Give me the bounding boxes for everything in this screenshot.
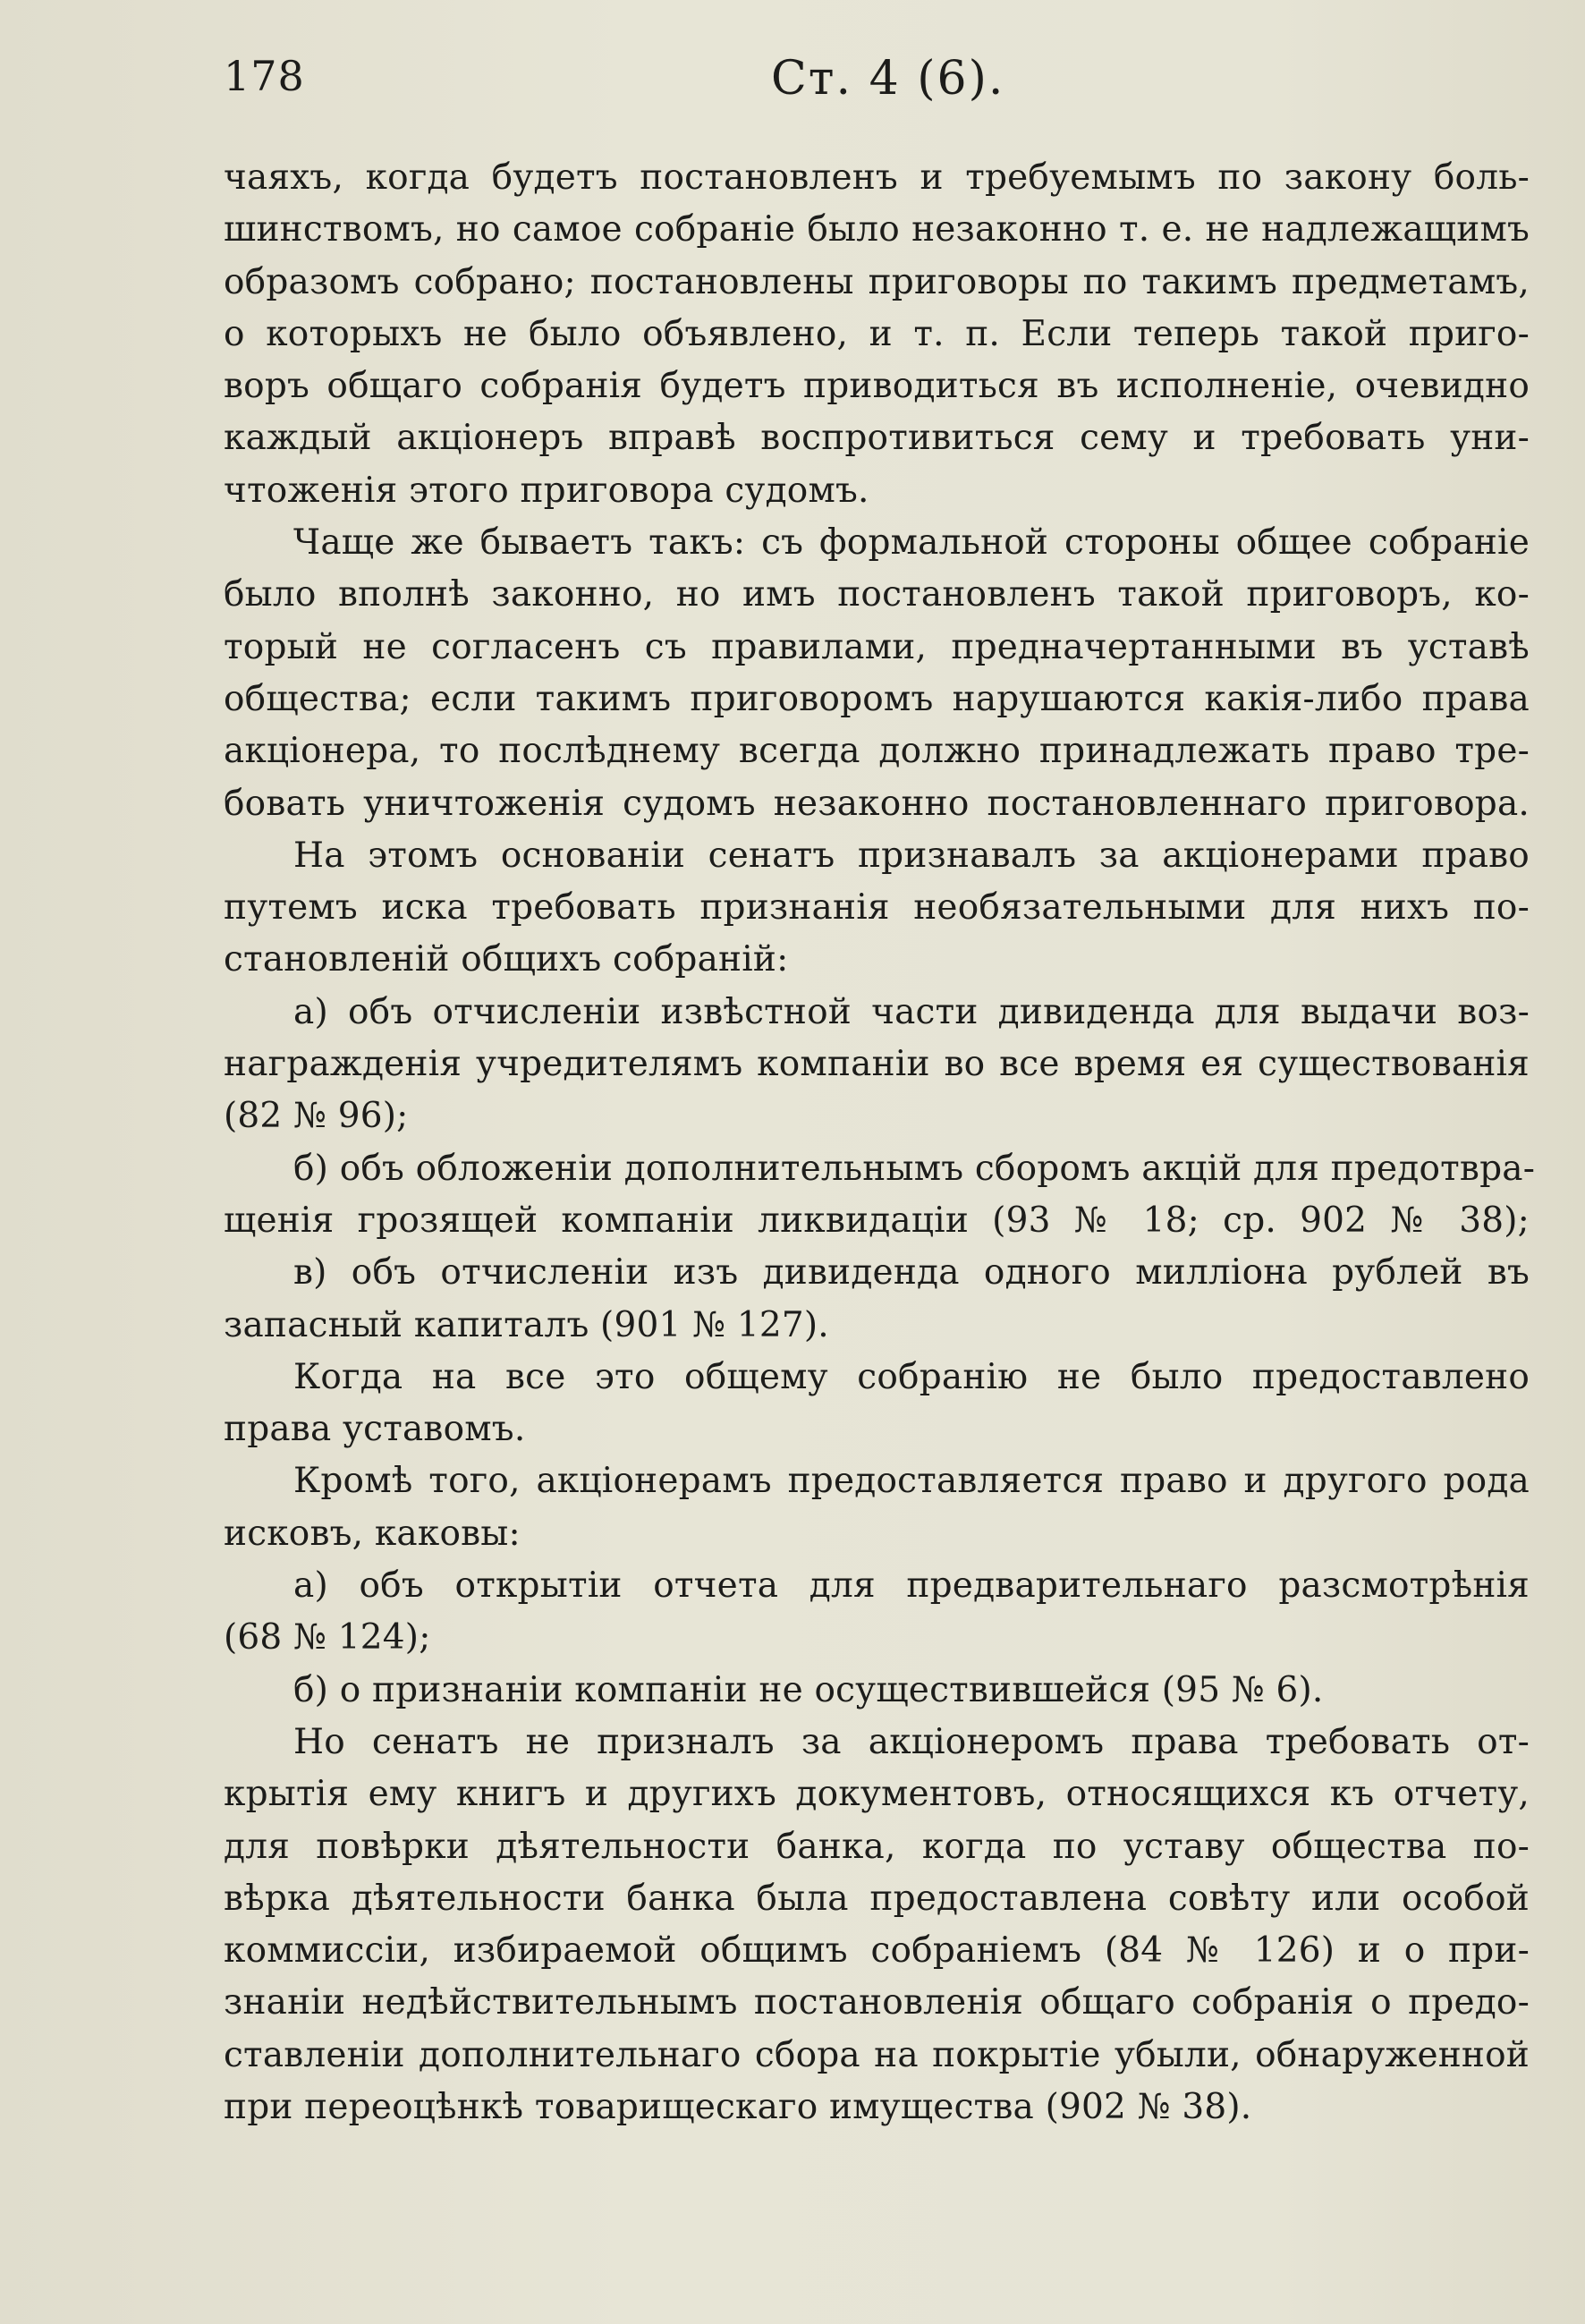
text-line: знаніи недѣйствительнымъ постановленія общаго собранія о предо-	[224, 1982, 1530, 2023]
text-line: чаяхъ, когда будетъ постановленъ и требуемымъ по закону боль-	[224, 157, 1530, 198]
text-line: было вполнѣ законно, но имъ постановленъ такой приговоръ, ко-	[224, 574, 1530, 615]
text-line: Но сенатъ не призналъ за акціонеромъ права требовать от-	[293, 1721, 1530, 1762]
text-line: а) объ отчисленіи извѣстной части дивиденда для выдачи воз-	[293, 991, 1530, 1032]
text-line: На этомъ основаніи сенатъ признавалъ за акціонерами право	[293, 835, 1530, 876]
text-line: в) объ отчисленіи изъ дивиденда одного милліона рублей въ	[293, 1252, 1530, 1293]
body-text	[224, 152, 1536, 2133]
text-line: исковъ, каковы:	[224, 1513, 521, 1554]
text-line: становленій общихъ собраній:	[224, 939, 789, 980]
text-line: торый не согласенъ съ правилами, предначертанными въ уставѣ	[224, 626, 1530, 667]
text-line: шинствомъ, но самое собраніе было незаконно т. е. не надлежащимъ	[224, 209, 1530, 250]
text-line: а) объ открытіи отчета для предварительнаго разсмотрѣнія	[293, 1565, 1530, 1607]
text-line: Когда на все это общему собранію не было предоставлено	[293, 1356, 1530, 1397]
text-line: коммиссіи, избираемой общимъ собраніемъ (84 № 126) и о при-	[224, 1930, 1530, 1972]
text-line: воръ общаго собранія будетъ приводиться въ исполненіе, очевидно	[224, 366, 1530, 407]
text-line: образомъ собрано; постановлены приговоры по такимъ предметамъ,	[224, 261, 1530, 302]
text-line: каждый акціонеръ вправѣ воспротивиться сему и требовать уни-	[224, 418, 1530, 459]
text-line: б) о признаніи компаніи не осуществившейся (95 № 6).	[293, 1669, 1324, 1710]
text-line: (68 № 124);	[224, 1617, 431, 1658]
text-line: бовать уничтоженія судомъ незаконно постановленнаго приговора.	[224, 783, 1530, 824]
page-number: 178	[224, 52, 305, 100]
text-line: права уставомъ.	[224, 1409, 526, 1450]
text-line: путемъ иска требовать признанія необязательными для нихъ по-	[224, 887, 1530, 929]
text-line: чтоженія этого приговора судомъ.	[224, 470, 869, 511]
text-line: общества; если такимъ приговоромъ нарушаются какія-либо права	[224, 678, 1530, 719]
text-line: о которыхъ не было объявлено, и т. п. Если теперь такой приго-	[224, 313, 1530, 354]
text-line: награжденія учредителямъ компаніи во все время ея существованія	[224, 1044, 1530, 1085]
text-line: Чаще же бываетъ такъ: съ формальной стороны общее собраніе	[293, 522, 1530, 564]
text-line: Кромѣ того, акціонерамъ предоставляется право и другого рода	[293, 1461, 1530, 1502]
text-line: крытія ему книгъ и другихъ документовъ, относящихся къ отчету,	[224, 1774, 1530, 1815]
page-header	[224, 52, 1530, 115]
text-line: вѣрка дѣятельности банка была предоставлена совѣту или особой	[224, 1878, 1530, 1919]
text-line: б) объ обложеніи дополнительнымъ сборомъ акцій для предотвра-	[293, 1148, 1536, 1189]
text-line: при переоцѣнкѣ товарищескаго имущества (902 № 38).	[224, 2086, 1252, 2127]
text-line: (82 № 96);	[224, 1096, 409, 1137]
text-line: запасный капиталъ (901 № 127).	[224, 1304, 829, 1345]
text-line: акціонера, то послѣднему всегда должно принадлежать право тре-	[224, 731, 1530, 772]
text-line: ставленіи дополнительнаго сбора на покрытіе убыли, обнаруженной	[224, 2034, 1530, 2075]
text-line: щенія грозящей компаніи ликвидаціи (93 № 18; ср. 902 № 38);	[224, 1200, 1530, 1241]
running-title: Ст. 4 (6).	[771, 52, 1005, 106]
text-line: для повѣрки дѣятельности банка, когда по уставу общества по-	[224, 1826, 1530, 1867]
